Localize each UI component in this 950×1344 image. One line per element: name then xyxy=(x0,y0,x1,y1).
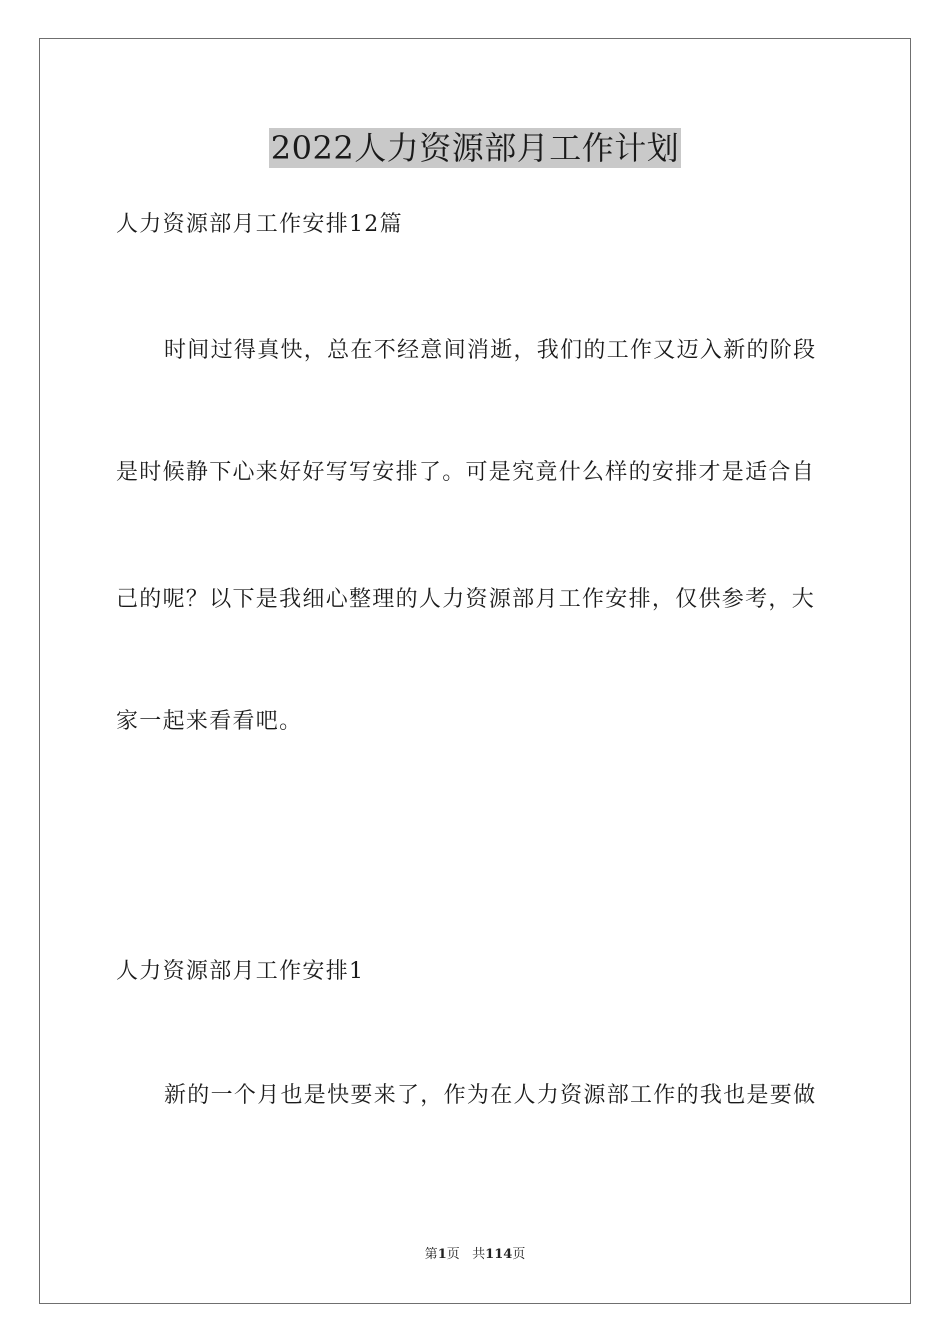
footer-current-page: 1 xyxy=(437,1247,447,1262)
document-title-wrapper xyxy=(0,128,950,168)
footer-total-suffix: 页 xyxy=(512,1247,526,1262)
intro-paragraph-line: 时间过得真快，总在不经意间消逝，我们的工作又迈入新的阶段 xyxy=(164,338,817,363)
section-paragraph-line: 新的一个月也是快要来了，作为在人力资源部工作的我也是要做 xyxy=(164,1083,817,1108)
document-title: 2022人力资源部月工作计划 xyxy=(270,129,680,167)
intro-paragraph-line: 是时候静下心来好好写写安排了。可是究竟什么样的安排才是适合自 xyxy=(116,460,816,485)
document-subtitle: 人力资源部月工作安排12篇 xyxy=(116,212,403,237)
intro-paragraph-line: 己的呢？以下是我细心整理的人力资源部月工作安排，仅供参考，大 xyxy=(116,587,816,612)
intro-paragraph-line: 家一起来看看吧。 xyxy=(116,709,303,734)
footer-total-prefix: 共 xyxy=(472,1247,486,1262)
section-heading: 人力资源部月工作安排1 xyxy=(116,959,365,984)
footer-total-pages: 114 xyxy=(485,1247,513,1262)
footer-page-prefix: 第 xyxy=(424,1247,438,1262)
page-footer xyxy=(0,1246,950,1264)
footer-page-suffix: 页 xyxy=(446,1247,460,1262)
